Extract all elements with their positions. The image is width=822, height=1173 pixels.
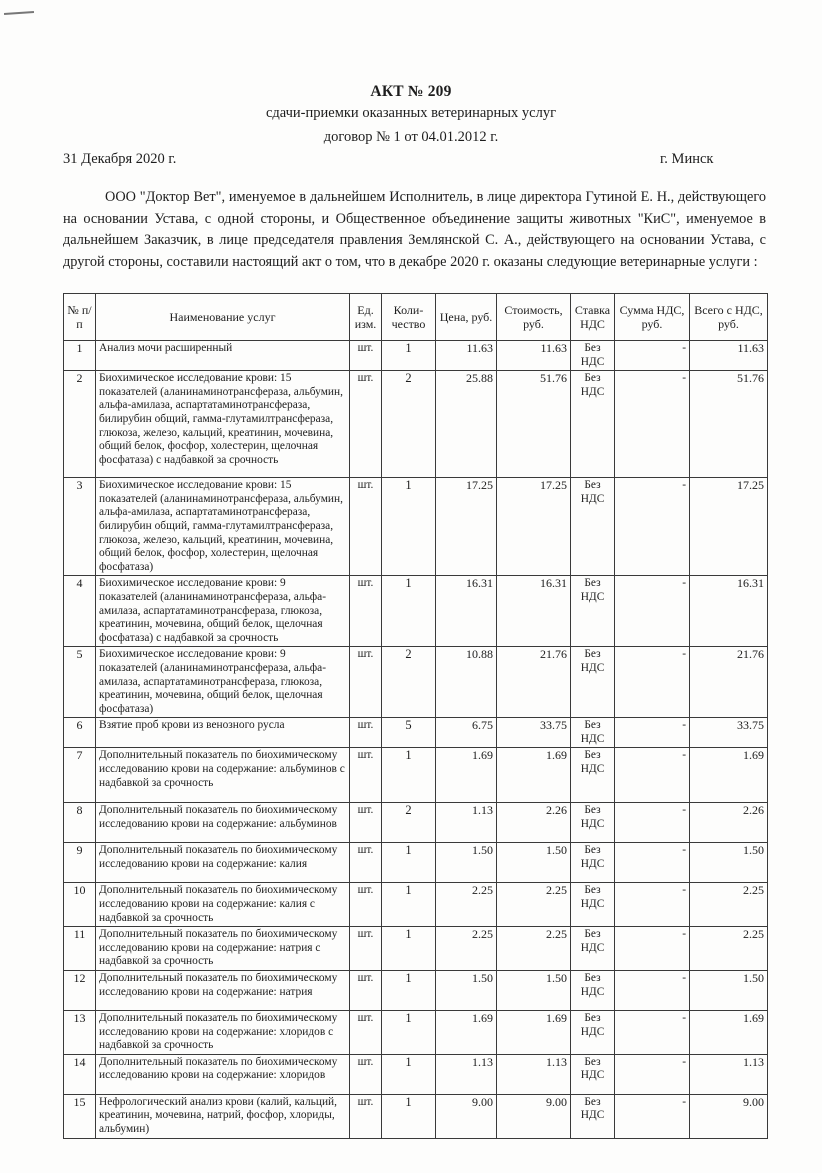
cell-unit: шт. (350, 371, 382, 478)
cell-vat-rate: Без НДС (571, 1011, 615, 1055)
cell-cost: 2.25 (497, 883, 571, 927)
cell-service-name: Биохимическое исследование крови: 15 показателей (аланинаминотрансфераза, альбумин, альфа-амилаза, аспартатаминотрансфераза, билирубин общий, гамма-глутамилтрансфераза, глюкоза, железо, кальций, креатинин, мочевина, общий белок, фосфор, холестерин, щелочная фосфатаза) с надбавкой за срочность (96, 371, 350, 478)
cell-quantity: 1 (382, 748, 436, 803)
table-row (64, 803, 768, 843)
cell-price: 1.69 (436, 1011, 497, 1055)
cell-vat-sum: - (615, 748, 690, 803)
cell-row-number: 10 (64, 883, 96, 927)
cell-unit: шт. (350, 478, 382, 576)
cell-service-name: Дополнительный показатель по биохимическому исследованию крови на содержание: альбуминов (96, 803, 350, 843)
table-row (64, 927, 768, 971)
cell-vat-rate: Без НДС (571, 883, 615, 927)
cell-vat-rate: Без НДС (571, 1094, 615, 1138)
cell-price: 10.88 (436, 647, 497, 718)
cell-service-name: Дополнительный показатель по биохимическому исследованию крови на содержание: натрия с надбавкой за срочность (96, 927, 350, 971)
cell-price: 6.75 (436, 718, 497, 748)
cell-row-number: 9 (64, 843, 96, 883)
cell-vat-sum: - (615, 803, 690, 843)
cell-cost: 21.76 (497, 647, 571, 718)
cell-total: 1.69 (690, 1011, 768, 1055)
column-header-price: Цена, руб. (436, 294, 497, 341)
cell-service-name: Дополнительный показатель по биохимическому исследованию крови на содержание: альбуминов с надбавкой за срочность (96, 748, 350, 803)
cell-service-name: Дополнительный показатель по биохимическому исследованию крови на содержание: хлоридов с надбавкой за срочность (96, 1011, 350, 1055)
cell-total: 51.76 (690, 371, 768, 478)
cell-quantity: 1 (382, 1011, 436, 1055)
cell-cost: 1.50 (497, 971, 571, 1011)
cell-service-name: Дополнительный показатель по биохимическому исследованию крови на содержание: калия (96, 843, 350, 883)
cell-cost: 1.69 (497, 1011, 571, 1055)
cell-unit: шт. (350, 1094, 382, 1138)
table-row (64, 1011, 768, 1055)
cell-cost: 1.13 (497, 1054, 571, 1094)
cell-service-name: Дополнительный показатель по биохимическому исследованию крови на содержание: калия с надбавкой за срочность (96, 883, 350, 927)
cell-unit: шт. (350, 1011, 382, 1055)
cell-unit: шт. (350, 1054, 382, 1094)
column-header-num: № п/п (64, 294, 96, 341)
cell-cost: 11.63 (497, 341, 571, 371)
cell-vat-sum: - (615, 647, 690, 718)
cell-vat-rate: Без НДС (571, 478, 615, 576)
cell-vat-rate: Без НДС (571, 971, 615, 1011)
cell-vat-sum: - (615, 478, 690, 576)
column-header-cost: Стоимость, руб. (497, 294, 571, 341)
cell-row-number: 12 (64, 971, 96, 1011)
cell-row-number: 15 (64, 1094, 96, 1138)
table-row (64, 883, 768, 927)
cell-total: 9.00 (690, 1094, 768, 1138)
cell-service-name: Взятие проб крови из венозного русла (96, 718, 350, 748)
cell-unit: шт. (350, 843, 382, 883)
cell-vat-rate: Без НДС (571, 1054, 615, 1094)
cell-row-number: 11 (64, 927, 96, 971)
cell-service-name: Биохимическое исследование крови: 9 показателей (аланинаминотрансфераза, альфа-амилаза, аспартатаминотрансфераза, глюкоза, креатинин, мочевина, общий белок, щелочная фосфатаза) (96, 647, 350, 718)
cell-vat-rate: Без НДС (571, 371, 615, 478)
cell-total: 1.50 (690, 843, 768, 883)
cell-quantity: 1 (382, 576, 436, 647)
cell-price: 1.13 (436, 1054, 497, 1094)
cell-quantity: 1 (382, 478, 436, 576)
cell-row-number: 3 (64, 478, 96, 576)
cell-total: 16.31 (690, 576, 768, 647)
cell-vat-sum: - (615, 843, 690, 883)
cell-service-name: Нефрологический анализ крови (калий, кальций, креатинин, мочевина, натрий, фосфор, хлориды, альбумин) (96, 1094, 350, 1138)
cell-row-number: 5 (64, 647, 96, 718)
cell-quantity: 2 (382, 647, 436, 718)
column-header-name: Наименование услуг (96, 294, 350, 341)
table-body (64, 341, 768, 1139)
table-row (64, 478, 768, 576)
cell-unit: шт. (350, 883, 382, 927)
cell-cost: 1.50 (497, 843, 571, 883)
cell-service-name: Биохимическое исследование крови: 15 показателей (аланинаминотрансфераза, альбумин, альфа-амилаза, аспартатаминотрансфераза, билирубин общий, гамма-глутамилтрансфераза, глюкоза, железо, кальций, креатинин, мочевина, общий белок, фосфор, холестерин, щелочная фосфатаза) (96, 478, 350, 576)
cell-unit: шт. (350, 647, 382, 718)
cell-total: 21.76 (690, 647, 768, 718)
cell-vat-sum: - (615, 1094, 690, 1138)
cell-row-number: 7 (64, 748, 96, 803)
cell-total: 33.75 (690, 718, 768, 748)
cell-quantity: 5 (382, 718, 436, 748)
table-row (64, 341, 768, 371)
cell-quantity: 1 (382, 341, 436, 371)
cell-vat-rate: Без НДС (571, 576, 615, 647)
cell-price: 1.50 (436, 971, 497, 1011)
cell-vat-sum: - (615, 371, 690, 478)
cell-row-number: 14 (64, 1054, 96, 1094)
cell-vat-rate: Без НДС (571, 748, 615, 803)
cell-cost: 2.26 (497, 803, 571, 843)
cell-price: 1.69 (436, 748, 497, 803)
column-header-vat-rate: Ставка НДС (571, 294, 615, 341)
cell-row-number: 1 (64, 341, 96, 371)
cell-unit: шт. (350, 576, 382, 647)
table-row (64, 1054, 768, 1094)
cell-vat-sum: - (615, 341, 690, 371)
cell-price: 25.88 (436, 371, 497, 478)
table-row (64, 748, 768, 803)
cell-total: 17.25 (690, 478, 768, 576)
table-row (64, 576, 768, 647)
cell-total: 1.13 (690, 1054, 768, 1094)
cell-quantity: 1 (382, 971, 436, 1011)
cell-total: 11.63 (690, 341, 768, 371)
cell-quantity: 1 (382, 1054, 436, 1094)
cell-quantity: 2 (382, 371, 436, 478)
cell-service-name: Биохимическое исследование крови: 9 показателей (аланинаминотрансфераза, альфа-амилаза, аспартатаминотрансфераза, глюкоза, креатинин, мочевина, общий белок, щелочная фосфатаза) с надбавкой за срочность (96, 576, 350, 647)
cell-unit: шт. (350, 718, 382, 748)
cell-price: 2.25 (436, 883, 497, 927)
cell-vat-sum: - (615, 971, 690, 1011)
cell-cost: 1.69 (497, 748, 571, 803)
cell-vat-sum: - (615, 576, 690, 647)
table-row (64, 647, 768, 718)
cell-vat-sum: - (615, 718, 690, 748)
services-table (63, 293, 768, 1139)
cell-vat-sum: - (615, 883, 690, 927)
table-row (64, 718, 768, 748)
cell-price: 16.31 (436, 576, 497, 647)
cell-unit: шт. (350, 927, 382, 971)
cell-service-name: Дополнительный показатель по биохимическому исследованию крови на содержание: натрия (96, 971, 350, 1011)
cell-row-number: 2 (64, 371, 96, 478)
cell-total: 1.69 (690, 748, 768, 803)
cell-quantity: 1 (382, 1094, 436, 1138)
cell-vat-sum: - (615, 1054, 690, 1094)
cell-cost: 33.75 (497, 718, 571, 748)
cell-quantity: 1 (382, 927, 436, 971)
cell-unit: шт. (350, 803, 382, 843)
cell-unit: шт. (350, 748, 382, 803)
cell-price: 1.13 (436, 803, 497, 843)
column-header-unit: Ед. изм. (350, 294, 382, 341)
cell-price: 1.50 (436, 843, 497, 883)
scan-artifact (4, 11, 34, 15)
cell-vat-rate: Без НДС (571, 843, 615, 883)
cell-cost: 9.00 (497, 1094, 571, 1138)
cell-vat-rate: Без НДС (571, 718, 615, 748)
cell-cost: 16.31 (497, 576, 571, 647)
cell-cost: 2.25 (497, 927, 571, 971)
cell-quantity: 1 (382, 883, 436, 927)
table-row (64, 971, 768, 1011)
document-subtitle: сдачи-приемки оказанных ветеринарных услуг (265, 105, 557, 121)
cell-total: 2.25 (690, 883, 768, 927)
column-header-vat-sum: Сумма НДС, руб. (615, 294, 690, 341)
cell-quantity: 2 (382, 803, 436, 843)
cell-vat-rate: Без НДС (571, 927, 615, 971)
cell-row-number: 8 (64, 803, 96, 843)
cell-cost: 17.25 (497, 478, 571, 576)
cell-price: 17.25 (436, 478, 497, 576)
cell-service-name: Дополнительный показатель по биохимическому исследованию крови на содержание: хлоридов (96, 1054, 350, 1094)
cell-vat-sum: - (615, 927, 690, 971)
column-header-qty: Коли-чество (382, 294, 436, 341)
cell-cost: 51.76 (497, 371, 571, 478)
cell-quantity: 1 (382, 843, 436, 883)
cell-price: 9.00 (436, 1094, 497, 1138)
document-city: г. Минск (660, 151, 714, 167)
document-title: АКТ № 209 (370, 83, 452, 100)
cell-unit: шт. (350, 341, 382, 371)
cell-price: 11.63 (436, 341, 497, 371)
cell-service-name: Анализ мочи расширенный (96, 341, 350, 371)
cell-total: 2.26 (690, 803, 768, 843)
document-date: 31 Декабря 2020 г. (63, 151, 177, 167)
cell-total: 1.50 (690, 971, 768, 1011)
table-header-row (64, 294, 768, 341)
cell-row-number: 13 (64, 1011, 96, 1055)
cell-vat-rate: Без НДС (571, 341, 615, 371)
cell-row-number: 4 (64, 576, 96, 647)
cell-vat-rate: Без НДС (571, 647, 615, 718)
cell-price: 2.25 (436, 927, 497, 971)
cell-vat-rate: Без НДС (571, 803, 615, 843)
cell-total: 2.25 (690, 927, 768, 971)
table-row (64, 1094, 768, 1138)
intro-paragraph: ООО "Доктор Вет", именуемое в дальнейшем Исполнитель, в лице директора Гутиной Е. Н., действующего на основании Устава, с одной стороны, и Общественное объединение защиты животных "КиС", именуемое в дальнейшем Заказчик, в лице председателя правления Землянской С. А., действующего на основании Устава, с другой стороны, составили настоящий акт о том, что в декабре 2020 г. оказаны следующие ветеринарные услуги : (63, 189, 766, 270)
column-header-total: Всего с НДС, руб. (690, 294, 768, 341)
contract-reference: договор № 1 от 04.01.2012 г. (323, 129, 499, 145)
table-row (64, 843, 768, 883)
cell-unit: шт. (350, 971, 382, 1011)
cell-row-number: 6 (64, 718, 96, 748)
table-row (64, 371, 768, 478)
cell-vat-sum: - (615, 1011, 690, 1055)
